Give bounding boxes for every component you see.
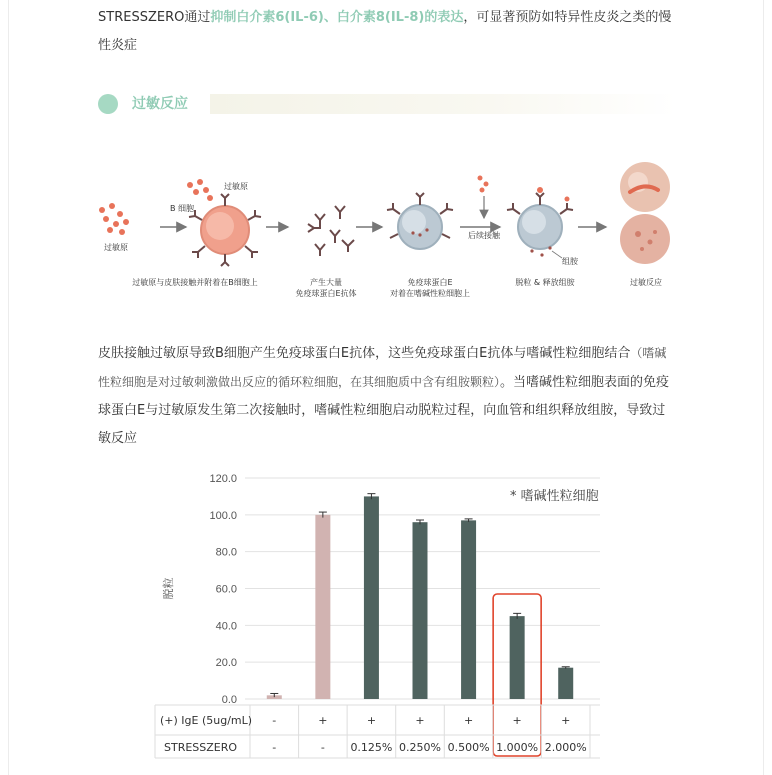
body-text-a: 皮肤接触过敏原导致B细胞产生免疫球蛋白E抗体，这些免疫球蛋白E抗体与嗜碱性粒细胞结合	[98, 346, 631, 361]
step-4-caption: 脱粒 & 释放组胺	[515, 278, 575, 287]
degranulating-basophil-icon	[507, 187, 573, 258]
table-row1-cell: -	[272, 714, 277, 727]
step-3-caption-line2: 对着在嗜碱性粒细胞上	[390, 289, 470, 298]
table-row1-cell: +	[366, 714, 377, 727]
allergy-diagram-svg	[90, 172, 690, 312]
bar	[315, 515, 330, 699]
allergen-cluster	[99, 203, 129, 235]
intro-prefix: STRESSZERO通过	[98, 10, 211, 25]
table-row1-cell: +	[318, 714, 328, 727]
y-tick-label: 20.0	[215, 657, 237, 670]
y-tick-label: 60.0	[215, 583, 237, 596]
y-tick-label: 100.0	[209, 509, 237, 522]
intro-paragraph	[98, 4, 678, 60]
body-note: （嗜碱性粒细胞是对过敏刺激做出反应的循环粒细胞，在其细胞质中含有组胺颗粒）	[98, 346, 667, 389]
y-axis-label: 脱粒	[162, 577, 175, 600]
y-tick-label: 0.0	[221, 694, 237, 706]
y-tick-label: 120.0	[209, 473, 237, 485]
label-b-cell: B 细胞	[170, 204, 195, 213]
circle-bullet-icon	[98, 94, 118, 114]
chart-svg	[150, 462, 620, 762]
step-1-caption: 过敏原与皮肤接触并附着在B细胞上	[132, 278, 258, 287]
left-border	[8, 0, 9, 775]
bar	[461, 520, 476, 699]
intro-separator: 、	[323, 10, 337, 25]
bar	[413, 522, 428, 699]
intro-highlight-il8: 白介素8(IL-8)的表达	[336, 10, 464, 25]
intro-suffix: ，可显著预防如特异性皮炎之类的慢性炎症	[98, 10, 672, 53]
bar	[364, 496, 379, 699]
step-3-caption-line1: 免疫球蛋白E	[407, 278, 453, 287]
label-allergen-top: 过敏原	[224, 182, 248, 191]
step-2-caption-line1: 产生大量	[310, 278, 342, 287]
section-title: 过敏反应	[132, 96, 188, 112]
table-row2-cell: 1.000%	[496, 741, 539, 754]
table-row2-cell: 0.125%	[350, 741, 393, 754]
y-tick-label: 40.0	[215, 620, 237, 633]
bar	[510, 616, 525, 699]
table-row1-label: (+) IgE (5ug/mL)	[160, 714, 253, 727]
table-row2-label: STRESSZERO	[164, 741, 238, 754]
label-followup: 后续接触	[468, 231, 500, 240]
step-2-caption-line2: 免疫球蛋白E抗体	[295, 289, 357, 298]
b-cell-icon	[189, 194, 261, 266]
table-row1-cell: +	[512, 714, 522, 727]
label-histamine: 组胺	[562, 257, 578, 266]
table-row2-cell: 0.500%	[447, 741, 490, 754]
right-border	[763, 0, 764, 775]
legend-text: * 嗜碱性粒细胞	[510, 489, 599, 504]
followup-allergen	[478, 176, 489, 219]
label-allergen: 过敏原	[104, 243, 128, 252]
skin-reaction-icon	[620, 162, 670, 264]
table-row1-cell: +	[561, 714, 571, 727]
degranulation-chart	[150, 462, 620, 762]
antibody-cluster-icon	[308, 206, 354, 256]
table-row2-cell: -	[320, 741, 325, 754]
table-row2-cell: 0.250%	[399, 741, 441, 754]
allergen-attached-cluster	[187, 179, 213, 201]
step-5-caption: 过敏反应	[630, 278, 662, 287]
allergy-diagram	[90, 172, 690, 312]
body-text-b: 。当嗜碱性粒细胞表面的免疫球蛋白E与过敏原发生第二次接触时，嗜碱性粒细胞启动脱粒过程，向血管和组织释放组胺，导致过敏反应	[98, 375, 670, 446]
table-row1-cell: +	[463, 714, 474, 727]
table-row1-cell: +	[415, 714, 425, 727]
section-header	[98, 92, 676, 116]
table-row2-cell: 2.000%	[544, 741, 587, 754]
body-paragraph	[98, 339, 678, 453]
table-row2-cell: -	[272, 741, 277, 754]
y-tick-label: 80.0	[215, 546, 237, 559]
intro-highlight-il6: 抑制白介素6(IL-6)	[210, 10, 324, 25]
bar	[558, 668, 573, 699]
section-header-bar	[210, 94, 676, 114]
basophil-icon	[387, 193, 453, 249]
